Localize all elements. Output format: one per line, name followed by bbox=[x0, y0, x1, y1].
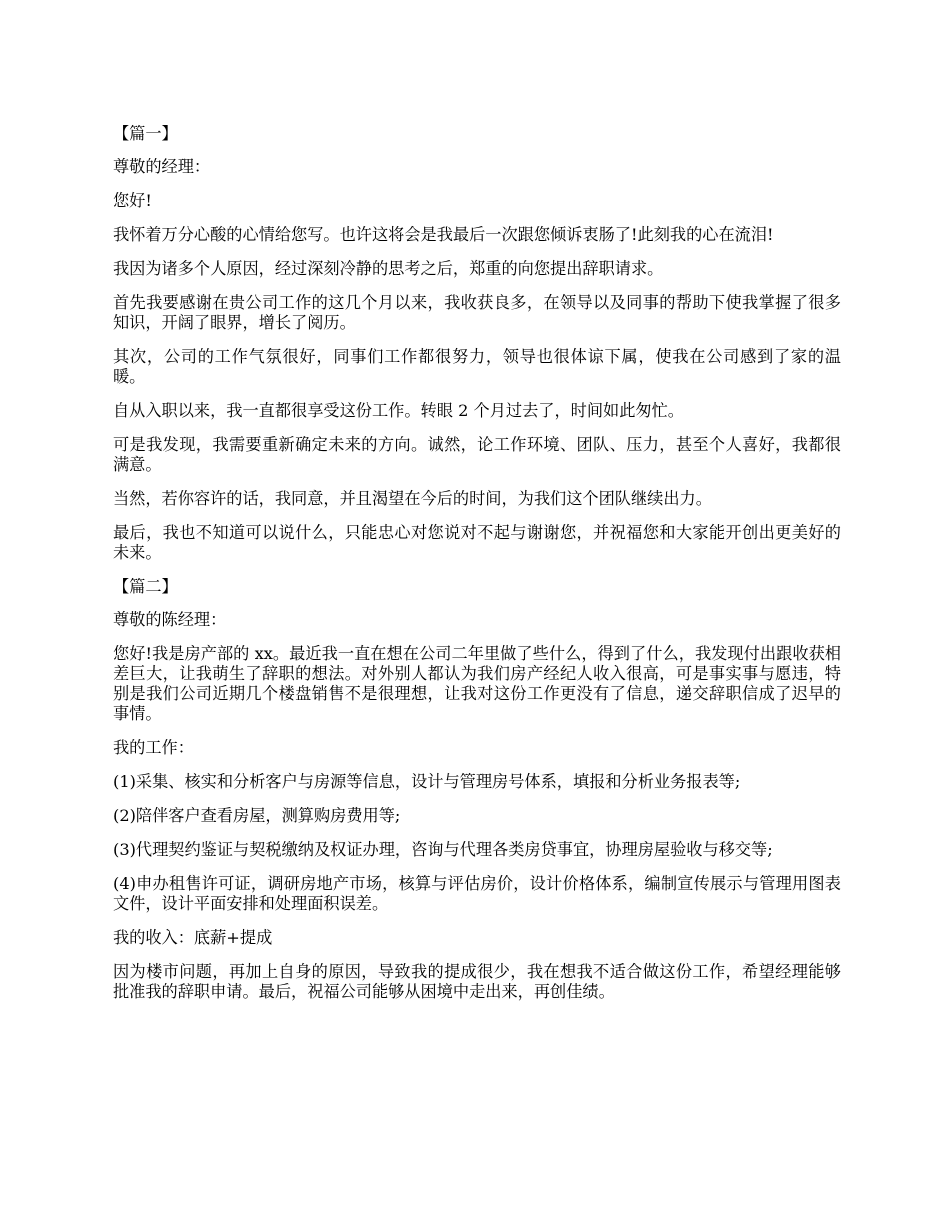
salutation: 尊敬的经理： bbox=[113, 157, 211, 176]
body-paragraph: 最后，我也不知道可以说什么，只能忠心对您说对不起与谢谢您，并祝福您和大家能开创出更美好的未来。 bbox=[113, 523, 841, 562]
greeting: 您好! bbox=[113, 191, 152, 210]
body-paragraph: 我因为诸多个人原因，经过深刻冷静的思考之后，郑重的向您提出辞职请求。 bbox=[113, 259, 664, 278]
salutation: 尊敬的陈经理： bbox=[113, 610, 227, 629]
body-paragraph: 您好!我是房产部的 xx。最近我一直在想在公司二年里做了些什么，得到了什么，我发现付出跟收获相差巨大，让我萌生了辞职的想法。对外别人都认为我们房产经纪人收入很高，可是事实事与愿违，特别是我们公司近期几个楼盘销售不是很理想，让我对这份工作更没有了信息，递交辞职信成了迟早的事情。 bbox=[113, 644, 841, 723]
list-item: (1)采集、核实和分析客户与房源等信息，设计与管理房号体系，填报和分析业务报表等; bbox=[113, 772, 741, 791]
list-item: (4)申办租售许可证，调研房地产市场，核算与评估房价，设计价格体系，编制宣传展示与管理用图表文件，设计平面安排和处理面积误差。 bbox=[113, 874, 841, 913]
body-paragraph: 可是我发现，我需要重新确定未来的方向。诚然，论工作环境、团队、压力，甚至个人喜好，我都很满意。 bbox=[113, 435, 841, 474]
body-paragraph: 我怀着万分心酸的心情给您写。也许这将会是我最后一次跟您倾诉衷肠了!此刻我的心在流泪! bbox=[113, 225, 774, 244]
body-paragraph: 我的收入：底薪+提成 bbox=[113, 928, 273, 947]
body-paragraph: 其次，公司的工作气氛很好，同事们工作都很努力，领导也很体谅下属，使我在公司感到了家的温暖。 bbox=[113, 347, 841, 386]
list-item: (2)陪伴客户查看房屋，测算购房费用等; bbox=[113, 806, 401, 825]
body-paragraph: 自从入职以来，我一直都很享受这份工作。转眼 2 个月过去了，时间如此匆忙。 bbox=[113, 401, 684, 420]
list-item: (3)代理契约鉴证与契税缴纳及权证办理，咨询与代理各类房贷事宜，协理房屋验收与移交等; bbox=[113, 840, 773, 859]
body-paragraph: 首先我要感谢在贵公司工作的这几个月以来，我收获良多，在领导以及同事的帮助下使我掌握了很多知识，开阔了眼界，增长了阅历。 bbox=[113, 293, 841, 332]
document-body bbox=[113, 124, 841, 1016]
body-paragraph: 因为楼市问题，再加上自身的原因，导致我的提成很少，我在想我不适合做这份工作，希望经理能够批准我的辞职申请。最后，祝福公司能够从困境中走出来，再创佳绩。 bbox=[113, 962, 841, 1001]
body-paragraph: 当然，若你容许的话，我同意，并且渴望在今后的时间，为我们这个团队继续出力。 bbox=[113, 489, 712, 508]
section-heading-1: 【篇一】 bbox=[113, 124, 178, 143]
section-heading-2: 【篇二】 bbox=[113, 577, 178, 596]
body-paragraph: 我的工作： bbox=[113, 738, 194, 757]
